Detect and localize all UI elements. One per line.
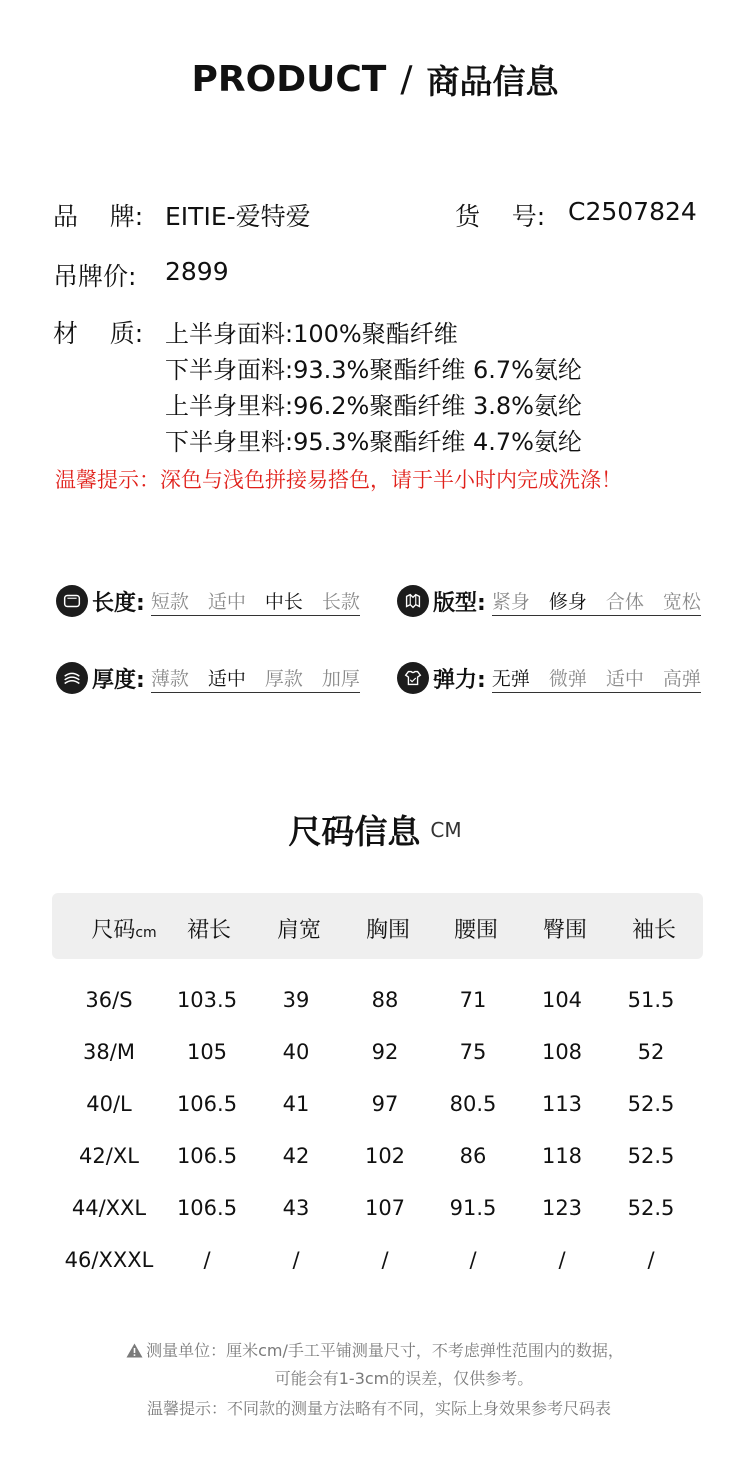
measure-cell: 123 xyxy=(541,1196,583,1220)
measure-cell: 41 xyxy=(282,1092,310,1116)
fit-option-3: 宽松 xyxy=(662,590,701,613)
fit-option-2: 合体 xyxy=(605,590,644,613)
measure-cell: 102 xyxy=(364,1144,406,1168)
attr-length xyxy=(56,584,360,618)
size-cell: 46/XXXL xyxy=(64,1248,154,1272)
measure-cell: 118 xyxy=(541,1144,583,1168)
sku-label: 货 号: xyxy=(455,202,546,231)
measure-cell: 51.5 xyxy=(627,988,675,1012)
thickness-option-0: 薄款 xyxy=(150,667,189,690)
measure-cell: / xyxy=(381,1248,389,1272)
washing-tip: 温馨提示：深色与浅色拼接易搭色，请于半小时内完成洗涤！ xyxy=(55,468,622,492)
measure-cell: 42 xyxy=(282,1144,310,1168)
header-size-label: 尺码 xyxy=(91,918,136,943)
measure-cell: / xyxy=(558,1248,566,1272)
elasticity-option-0: 无弹 xyxy=(491,667,530,690)
attr-thickness-name: 厚度: xyxy=(92,667,145,693)
measure-cell: 103.5 xyxy=(176,988,238,1012)
measure-cell: 75 xyxy=(459,1040,487,1064)
size-section-title xyxy=(0,806,750,853)
note-line-2: 可能会有1-3cm的误差，仅供参考。 xyxy=(274,1369,534,1388)
thickness-option-1: 适中 xyxy=(207,667,246,690)
measure-cell: 52.5 xyxy=(627,1144,675,1168)
measure-cell: 52.5 xyxy=(627,1092,675,1116)
measure-cell: / xyxy=(647,1248,655,1272)
measure-cell: 108 xyxy=(541,1040,583,1064)
size-cell: 44/XXL xyxy=(71,1196,147,1220)
attr-elasticity-options xyxy=(492,664,701,693)
table-row xyxy=(0,1092,750,1122)
size-cell: 40/L xyxy=(86,1092,132,1116)
title-separator: / xyxy=(400,59,413,100)
measure-cell: 91.5 xyxy=(449,1196,497,1220)
material-label: 材 质: xyxy=(53,319,144,348)
fit-option-0: 紧身 xyxy=(491,590,530,613)
fit-icon xyxy=(397,585,429,617)
attr-fit xyxy=(397,584,701,618)
length-option-1: 适中 xyxy=(207,590,246,613)
elasticity-option-3: 高弹 xyxy=(662,667,701,690)
thickness-option-2: 厚款 xyxy=(264,667,303,690)
attr-length-name: 长度: xyxy=(92,590,145,616)
table-row xyxy=(0,1040,750,1070)
size-cell: 38/M xyxy=(83,1040,135,1064)
measure-cell: 92 xyxy=(371,1040,399,1064)
size-cell: 36/S xyxy=(85,988,133,1012)
attr-length-options xyxy=(151,587,360,616)
measure-cell: 106.5 xyxy=(176,1196,238,1220)
note-line-1 xyxy=(0,1338,750,1362)
length-option-0: 短款 xyxy=(150,590,189,613)
header-col-2: 肩宽 xyxy=(276,918,321,943)
length-option-3: 长款 xyxy=(321,590,360,613)
measure-cell: 104 xyxy=(541,988,583,1012)
material-line-1: 上半身面料:100%聚酯纤维 xyxy=(165,320,458,348)
page-title xyxy=(0,56,750,103)
elasticity-option-2: 适中 xyxy=(605,667,644,690)
measure-cell: 105 xyxy=(186,1040,228,1064)
sku-value: C2507824 xyxy=(568,197,697,226)
elasticity-option-1: 微弹 xyxy=(548,667,587,690)
attr-elasticity-name: 弹力: xyxy=(433,667,486,693)
brand-value: EITIE-爱特爱 xyxy=(165,202,311,231)
measure-cell: / xyxy=(203,1248,211,1272)
measure-cell: 88 xyxy=(371,988,399,1012)
material-line-2: 下半身面料:93.3%聚酯纤维 6.7%氨纶 xyxy=(165,356,582,384)
header-col-4: 腰围 xyxy=(453,918,498,943)
thickness-option-3: 加厚 xyxy=(321,667,360,690)
length-icon xyxy=(56,585,88,617)
table-row xyxy=(0,1144,750,1174)
table-row xyxy=(0,1196,750,1226)
measure-cell: 71 xyxy=(459,988,487,1012)
note-line-3: 温馨提示：不同款的测量方法略有不同，实际上身效果参考尺码表 xyxy=(146,1399,611,1418)
measure-cell: 43 xyxy=(282,1196,310,1220)
elasticity-icon xyxy=(397,662,429,694)
title-cn: 商品信息 xyxy=(426,62,559,101)
size-table-header xyxy=(52,893,703,959)
header-col-1: 裙长 xyxy=(186,918,231,943)
note-line-1-text: 测量单位：厘米cm/手工平铺测量尺寸，不考虑弹性范围内的数据， xyxy=(146,1341,624,1360)
measure-cell: 86 xyxy=(459,1144,487,1168)
material-line-4: 下半身里料:95.3%聚酯纤维 4.7%氨纶 xyxy=(165,428,582,456)
measure-cell: / xyxy=(292,1248,300,1272)
measure-cell: 39 xyxy=(282,988,310,1012)
brand-label: 品 牌: xyxy=(53,202,144,231)
warning-icon xyxy=(126,1343,143,1362)
measure-cell: 80.5 xyxy=(449,1092,497,1116)
header-col-6: 袖长 xyxy=(631,918,676,943)
attr-fit-options xyxy=(492,587,701,616)
title-en: PRODUCT xyxy=(191,59,387,100)
size-unit: CM xyxy=(430,817,462,842)
header-col-5: 臀围 xyxy=(542,918,587,943)
measure-cell: 52 xyxy=(637,1040,665,1064)
measure-cell: 113 xyxy=(541,1092,583,1116)
measure-cell: 107 xyxy=(364,1196,406,1220)
header-col-3: 胸围 xyxy=(365,918,410,943)
thickness-icon xyxy=(56,662,88,694)
measure-cell: 40 xyxy=(282,1040,310,1064)
attr-elasticity xyxy=(397,661,701,695)
attr-thickness-options xyxy=(151,664,360,693)
material-line-3: 上半身里料:96.2%聚酯纤维 3.8%氨纶 xyxy=(165,392,582,420)
measure-cell: 106.5 xyxy=(176,1144,238,1168)
table-row xyxy=(0,988,750,1018)
header-size xyxy=(79,913,169,944)
fit-option-1: 修身 xyxy=(548,590,587,613)
measure-cell: 106.5 xyxy=(176,1092,238,1116)
size-title: 尺码信息 xyxy=(288,812,421,851)
size-cell: 42/XL xyxy=(79,1144,139,1168)
price-value: 2899 xyxy=(165,257,229,286)
table-row xyxy=(0,1248,750,1278)
measure-cell: 97 xyxy=(371,1092,399,1116)
header-size-unit: cm xyxy=(135,925,157,941)
attr-thickness xyxy=(56,661,360,695)
measure-cell: / xyxy=(469,1248,477,1272)
attr-fit-name: 版型: xyxy=(433,590,486,616)
measure-cell: 52.5 xyxy=(627,1196,675,1220)
price-label: 吊牌价: xyxy=(53,262,137,291)
length-option-2: 中长 xyxy=(264,590,303,613)
